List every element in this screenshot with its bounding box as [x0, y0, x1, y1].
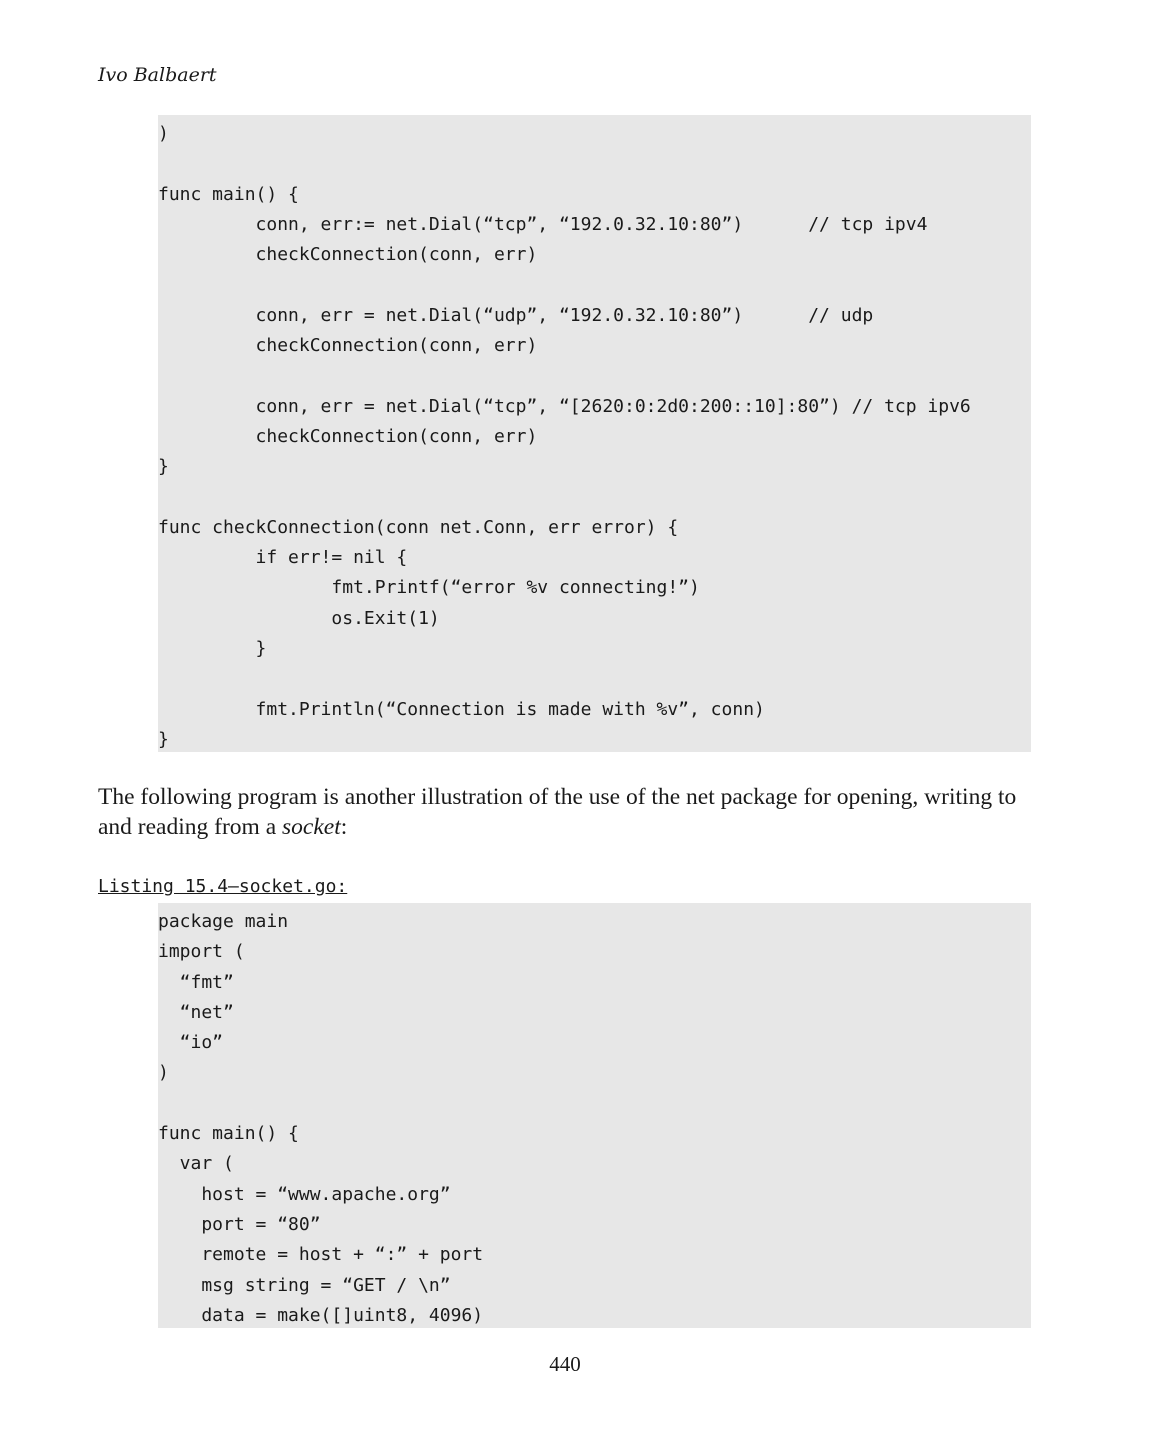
- code-line: port = “80”: [158, 1213, 321, 1235]
- paragraph-emphasis: socket: [282, 814, 341, 840]
- code-line: fmt.Printf(“error %v connecting!”): [158, 577, 700, 599]
- running-header-author: Ivo Balbaert: [98, 64, 217, 86]
- code-line: import (: [158, 941, 245, 963]
- code-line: }: [158, 456, 169, 478]
- code-line: }: [158, 638, 267, 660]
- code-line: conn, err:= net.Dial(“tcp”, “192.0.32.10:80”) // tcp ipv4: [158, 213, 928, 235]
- code-line: func main() {: [158, 183, 299, 205]
- code-line: ): [158, 123, 169, 144]
- code-line: [158, 483, 1031, 513]
- code-line: checkConnection(conn, err): [158, 335, 538, 357]
- code-line: }: [158, 728, 169, 750]
- code-line: remote = host + “:” + port: [158, 1244, 484, 1266]
- body-paragraph: [98, 782, 1038, 842]
- code-line: ): [158, 1062, 169, 1084]
- code-line: [158, 1089, 1031, 1119]
- code-block-dial-example: [158, 115, 1031, 752]
- paragraph-end: :: [340, 814, 348, 840]
- code-line: “io”: [158, 1032, 224, 1054]
- code-line: checkConnection(conn, err): [158, 244, 538, 266]
- code-line: fmt.Println(“Connection is made with %v”, conn): [158, 698, 765, 720]
- code-line: func main() {: [158, 1123, 299, 1145]
- code-line: host = “www.apache.org”: [158, 1183, 451, 1205]
- code-line: [158, 149, 1031, 179]
- code-line: msg string = “GET / \n”: [158, 1274, 451, 1296]
- listing-title: Listing 15.4—socket.go:: [98, 876, 348, 897]
- code-line: checkConnection(conn, err): [158, 425, 538, 447]
- code-line: conn, err = net.Dial(“udp”, “192.0.32.10:80”) // udp: [158, 304, 874, 326]
- code-line: data = make([]uint8, 4096): [158, 1304, 484, 1326]
- code-line: “net”: [158, 1001, 234, 1023]
- code-line: “fmt”: [158, 971, 234, 993]
- code-line: if err!= nil {: [158, 547, 408, 569]
- page-number: 440: [549, 1352, 581, 1376]
- paragraph-text: The following program is another illustration of the use of the net package for opening, writing to and reading from a: [98, 784, 1017, 840]
- code-line: conn, err = net.Dial(“tcp”, “[2620:0:2d0:200::10]:80”) // tcp ipv6: [158, 395, 971, 417]
- code-line: [158, 270, 1031, 300]
- code-line: [158, 664, 1031, 694]
- code-line: [158, 361, 1031, 391]
- code-line: var (: [158, 1153, 234, 1175]
- code-line: package main: [158, 911, 289, 932]
- code-line: os.Exit(1): [158, 607, 440, 629]
- code-line: func checkConnection(conn net.Conn, err error) {: [158, 516, 679, 538]
- code-block-socket-listing: [158, 903, 1031, 1328]
